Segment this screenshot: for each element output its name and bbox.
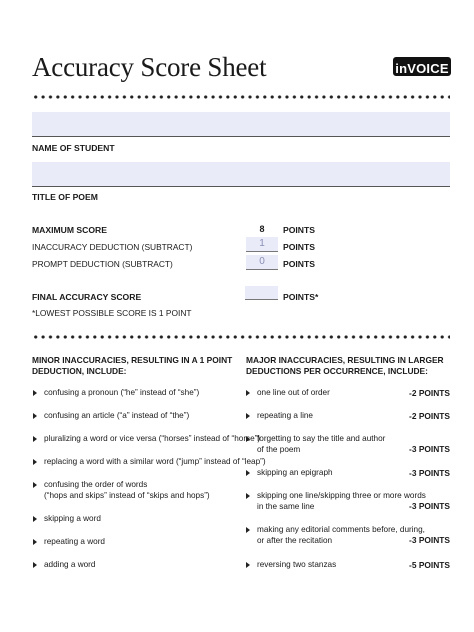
dotted-divider bbox=[32, 335, 450, 339]
minor-item: confusing an article (“a” instead of “the”) bbox=[44, 411, 190, 420]
minor-item: replacing a word with a similar word (“jump” instead of “leap”) bbox=[44, 457, 266, 466]
bullet-icon bbox=[246, 436, 250, 442]
inaccuracy-deduction-label: INACCURACY DEDUCTION (SUBTRACT) bbox=[32, 242, 193, 252]
max-score-unit: POINTS bbox=[283, 225, 315, 235]
major-item: repeating a line bbox=[257, 411, 313, 420]
bullet-icon bbox=[33, 482, 37, 488]
bullet-icon bbox=[33, 390, 37, 396]
dotted-divider bbox=[32, 95, 450, 99]
major-item: making any editorial comments before, during, bbox=[257, 525, 425, 534]
major-item-points: -2 POINTS bbox=[409, 388, 450, 398]
poem-title-input[interactable] bbox=[32, 162, 450, 187]
lowest-score-note: *LOWEST POSSIBLE SCORE IS 1 POINT bbox=[32, 308, 192, 318]
major-item: one line out of order bbox=[257, 388, 330, 397]
minor-item: adding a word bbox=[44, 560, 96, 569]
minor-item: confusing the order of words bbox=[44, 480, 148, 489]
minor-heading bbox=[32, 355, 232, 376]
inaccuracy-deduction-input[interactable]: 1 bbox=[246, 237, 278, 252]
major-item: reversing two stanzas bbox=[257, 560, 337, 569]
bullet-icon bbox=[33, 516, 37, 522]
bullet-icon bbox=[33, 436, 37, 442]
major-item-continued: in the same line bbox=[257, 502, 315, 511]
prompt-deduction-label: PROMPT DEDUCTION (SUBTRACT) bbox=[32, 259, 173, 269]
poem-title-label: TITLE OF POEM bbox=[32, 192, 98, 202]
major-item-continued: or after the recitation bbox=[257, 536, 333, 545]
major-item-continued: of the poem bbox=[257, 445, 301, 454]
minor-item: pluralizing a word or vice versa (“horses” instead of “horse”) bbox=[44, 434, 261, 443]
major-item: skipping one line/skipping three or more words bbox=[257, 491, 426, 500]
minor-heading-line1: MINOR INACCURACIES, RESULTING IN A 1 POINT bbox=[32, 355, 233, 365]
major-item: forgetting to say the title and author bbox=[257, 434, 386, 443]
prompt-deduction-input[interactable]: 0 bbox=[246, 255, 278, 270]
major-item-points: -3 POINTS bbox=[409, 501, 450, 511]
major-heading bbox=[246, 355, 444, 376]
bullet-icon bbox=[246, 413, 250, 419]
max-score-label: MAXIMUM SCORE bbox=[32, 225, 107, 235]
invoice-logo: inVOICE bbox=[393, 57, 451, 76]
bullet-icon bbox=[33, 539, 37, 545]
minor-item: confusing a pronoun (“he” instead of “she”) bbox=[44, 388, 200, 397]
student-name-label: NAME OF STUDENT bbox=[32, 143, 115, 153]
major-item-points: -3 POINTS bbox=[409, 444, 450, 454]
major-item: skipping an epigraph bbox=[257, 468, 333, 477]
max-score-value: 8 bbox=[259, 224, 265, 234]
major-heading-line2: DEDUCTIONS PER OCCURRENCE, INCLUDE: bbox=[246, 365, 428, 376]
page-title: Accuracy Score Sheet bbox=[32, 52, 267, 82]
major-item-points: -3 POINTS bbox=[409, 535, 450, 545]
final-score-input[interactable] bbox=[245, 286, 278, 300]
final-score-unit: POINTS* bbox=[283, 292, 319, 302]
prompt-deduction-unit: POINTS bbox=[283, 259, 315, 269]
major-heading-line1: MAJOR INACCURACIES, RESULTING IN LARGER bbox=[246, 355, 444, 365]
bullet-icon bbox=[246, 470, 250, 476]
bullet-icon bbox=[33, 459, 37, 465]
minor-item: skipping a word bbox=[44, 514, 101, 523]
bullet-icon bbox=[33, 413, 37, 419]
bullet-icon bbox=[246, 527, 250, 533]
final-score-label: FINAL ACCURACY SCORE bbox=[32, 292, 142, 302]
minor-heading-line2: DEDUCTION, INCLUDE: bbox=[32, 365, 127, 376]
bullet-icon bbox=[246, 562, 250, 568]
inaccuracy-deduction-unit: POINTS bbox=[283, 242, 315, 252]
major-item-points: -2 POINTS bbox=[409, 411, 450, 421]
major-item-points: -3 POINTS bbox=[409, 468, 450, 478]
minor-item: repeating a word bbox=[44, 537, 105, 546]
student-name-input[interactable] bbox=[32, 112, 450, 137]
bullet-icon bbox=[246, 390, 250, 396]
major-item-points: -5 POINTS bbox=[409, 560, 450, 570]
minor-item-continued: (“hops and skips” instead of “skips and hops”) bbox=[44, 491, 210, 500]
bullet-icon bbox=[33, 562, 37, 568]
bullet-icon bbox=[246, 493, 250, 499]
